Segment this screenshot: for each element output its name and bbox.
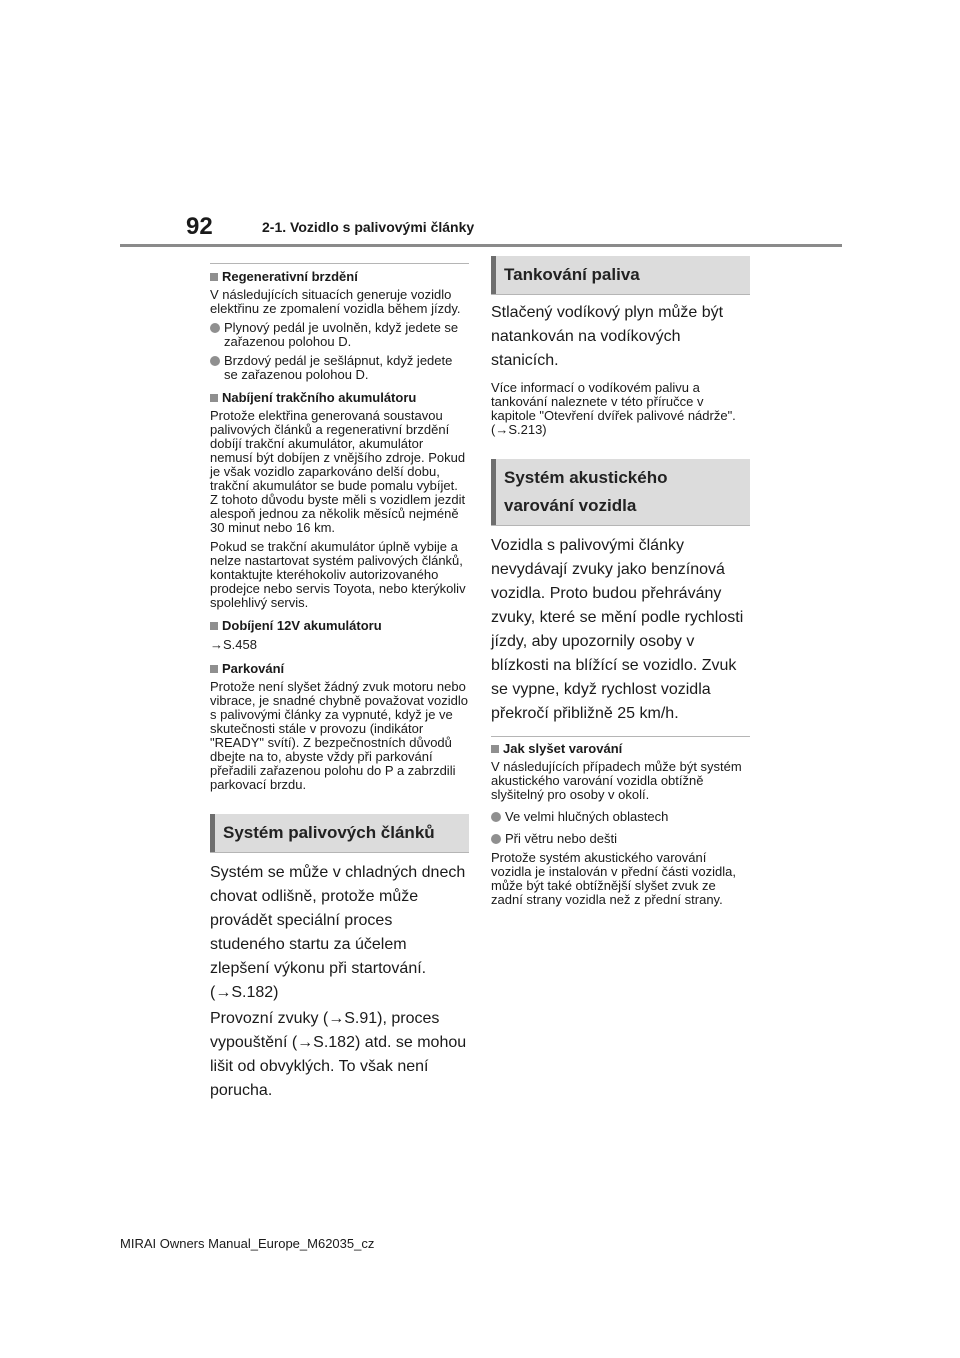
round-bullet-icon xyxy=(210,356,220,366)
divider xyxy=(210,852,469,853)
list-item: Ve velmi hlučných oblastech xyxy=(491,810,750,824)
acoustic-text: Vozidla s palivovými články nevydávají zvuky jako benzínová vozidla. Proto budou přehrávány zvuky, které se mění podle rychlosti jízdy, aby upozornily osoby v blízkosti na blížící se vozidlo. Zvuk se vypne, když rychlost vozidla překročí přibližně 25 km/h. xyxy=(491,537,744,722)
fuelcell-text-2: Provozní zvuky (→S.91), proces vypouštění (→S.182) atd. se mohou lišit od obvyklých. To však není porucha. xyxy=(210,1010,467,1099)
refuel-text: Stlačený vodíkový plyn může být natankován na vodíkových stanicích. xyxy=(491,304,724,369)
charging-text-2: Pokud se trakční akumulátor úplně vybije a nelze nastartovat systém palivových článků, kontaktujte kteréhokoliv autorizovaného prodejce nebo servis Toyota, nebo kterýkoliv spolehlivý servis. xyxy=(210,539,466,610)
divider xyxy=(491,736,750,737)
subheading-parking: Parkování xyxy=(210,661,469,677)
square-bullet-icon xyxy=(210,665,218,673)
list-item: Plynový pedál je uvolněn, když jedete se zařazenou polohou D. xyxy=(210,321,469,349)
round-bullet-icon xyxy=(210,323,220,333)
hearing-text: V následujících případech může být systém akustického varování vozidla obtížně slyšitelný pro osoby v okolí. xyxy=(491,759,742,802)
section-heading-refuel: Tankování paliva xyxy=(491,256,750,294)
list-item: Při větru nebo dešti xyxy=(491,832,750,846)
subheading-charge12: Dobíjení 12V akumulátoru xyxy=(210,618,469,634)
divider xyxy=(210,263,469,264)
page-reference: →S.458 xyxy=(210,637,257,652)
parking-text: Protože není slyšet žádný zvuk motoru nebo vibrace, je snadné chybně považovat vozidlo s palivovými články za vypnuté, když je ve skutečnosti stále v provozu (indikátor "READY" svítí). Z bezpečnostních důvodů dbejte na to, abyste vždy při parkování přeřadili zařazenou polohu do P a zabrzdili parkovací brzdu. xyxy=(210,679,468,792)
refuel-note: Více informací o vodíkovém palivu a tankování naleznete v této příručce v kapitole "Otevření dvířek palivové nádrže". (→S.213) xyxy=(491,380,736,437)
charging-text: Protože elektřina generovaná soustavou palivových článků a regenerativní brzdění dobíjí trakční akumulátor, akumulátor nemusí být dobíjen z vnějšího zdroje. Pokud je však vozidlo zaparkováno delší dobu, trakční akumulátor se bude pomalu vybíjet. Z tohoto důvodu byste měli s vozidlem jezdit alespoň jednou za několik měsíců nejméně 30 minut nebo 16 km. xyxy=(210,408,466,535)
page-number: 92 xyxy=(186,213,213,240)
divider xyxy=(491,525,750,526)
footer-text: MIRAI Owners Manual_Europe_M62035_cz xyxy=(120,1236,375,1251)
section-heading-acoustic: Systém akustického varování vozidla xyxy=(491,459,750,525)
divider xyxy=(491,294,750,295)
list-item: Brzdový pedál je sešlápnut, když jedete se zařazenou polohou D. xyxy=(210,354,469,382)
subheading-hearing: Jak slyšet varování xyxy=(491,741,750,757)
square-bullet-icon xyxy=(210,273,218,281)
square-bullet-icon xyxy=(210,622,218,630)
right-column xyxy=(491,0,750,907)
square-bullet-icon xyxy=(210,394,218,402)
hearing-text-2: Protože systém akustického varování vozidla je instalován v přední části vozidla, může být také obtížnější slyšet zvuk ze zadní strany vozidla než z přední strany. xyxy=(491,850,736,907)
subheading-regen: Regenerativní brzdění xyxy=(210,269,469,285)
section-heading-fuelcell: Systém palivových článků xyxy=(210,814,469,852)
regen-text: V následujících situacích generuje vozidlo elektřinu ze zpomalení vozidla během jízdy. xyxy=(210,287,461,316)
round-bullet-icon xyxy=(491,834,501,844)
round-bullet-icon xyxy=(491,812,501,822)
section-title: 2-1. Vozidlo s palivovými články xyxy=(262,219,475,235)
left-column xyxy=(210,0,469,1103)
fuelcell-text: Systém se může v chladných dnech chovat odlišně, protože může provádět speciální proces studeného startu za účelem zlepšení výkonu při startování. (→S.182) xyxy=(210,864,466,1001)
square-bullet-icon xyxy=(491,745,499,753)
subheading-charging: Nabíjení trakčního akumulátoru xyxy=(210,390,469,406)
